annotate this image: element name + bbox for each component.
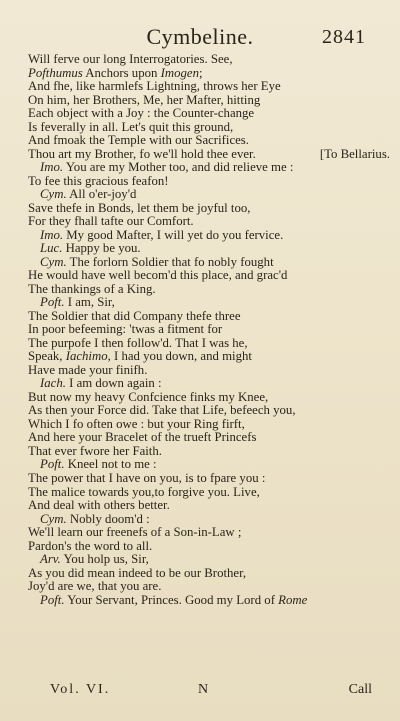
speaker-name: Poft. (40, 295, 65, 310)
line-text: As you did mean indeed to be our Brother, (28, 565, 247, 580)
italic-name: Rome (278, 592, 308, 607)
line-text: Your Servant, Princes. Good my Lord of (64, 592, 279, 607)
speaker-name: Luc. (40, 241, 63, 256)
text-line (28, 472, 380, 486)
line-text: My good Mafter, I will yet do you fervice. (63, 227, 284, 242)
line-text: Have made your finifh. (28, 362, 148, 377)
speaker-name: Arv. (40, 552, 61, 567)
text-line (28, 175, 380, 189)
text-line (28, 310, 380, 324)
text-line (28, 202, 380, 216)
text-line (28, 580, 380, 594)
line-text: , I had you down, and might (107, 349, 252, 364)
running-title: Cymbeline. (146, 24, 254, 49)
line-text: Joy'd are we, that you are. (28, 579, 162, 594)
line-text: The malice towards you,to forgive you. Live, (28, 484, 260, 499)
line-text: You holp us, Sir, (60, 552, 149, 567)
catchword: Call (348, 682, 372, 697)
line-text: Pardon's the word to all. (28, 538, 153, 553)
line-text: You are my Mother too, and did relieve me : (63, 160, 294, 175)
speaker-name: Cym. (40, 187, 67, 202)
text-line (28, 553, 380, 567)
line-text: Which I fo often owe : but your Ring firft, (28, 416, 245, 431)
line-text: All o'er-joy'd (66, 187, 137, 202)
line-text: He would have well becom'd this place, and grac'd (28, 268, 288, 283)
text-line (28, 256, 380, 270)
text-line (28, 67, 380, 81)
text-line (28, 458, 380, 472)
speaker-name: Poft. (40, 592, 65, 607)
speaker-name: Pofthumus (28, 65, 83, 80)
text-line (28, 486, 380, 500)
text-line (28, 404, 380, 418)
line-text: I am down again : (65, 376, 162, 391)
line-text: For they fhall tafte our Comfort. (28, 214, 194, 229)
line-text: And fhe, like harmlefs Lightning, throws her Eye (28, 79, 281, 94)
text-line (28, 526, 380, 540)
text-line (28, 215, 380, 229)
page-footer (0, 682, 400, 702)
text-line (28, 540, 380, 554)
line-text: The thankings of a King. (28, 281, 156, 296)
text-line (28, 242, 380, 256)
signature-mark: N (198, 682, 209, 697)
line-text: The forlorn Soldier that fo nobly fought (66, 254, 274, 269)
text-line (28, 94, 380, 108)
line-text: ; (198, 65, 203, 80)
line-text: The purpofe I then follow'd. That I was he, (28, 335, 248, 350)
text-line (28, 80, 380, 94)
line-text: Save thefe in Bonds, let them be joyful too, (28, 200, 251, 215)
line-text: In poor befeeming: 'twas a fitment for (28, 322, 223, 337)
text-line (28, 188, 380, 202)
speaker-name: Iach. (40, 376, 66, 391)
text-line (28, 499, 380, 513)
text-line (28, 146, 390, 162)
page-number: 2841 (322, 26, 366, 48)
line-text: Happy be you. (62, 241, 141, 256)
text-line (28, 107, 380, 121)
line-text: Will ferve our long Interrogatories. See, (28, 52, 233, 66)
line-text: On him, her Brothers, Me, her Mafter, hitting (28, 92, 261, 107)
page-header (0, 22, 400, 52)
speaker-name: Poft. (40, 457, 65, 472)
text-line (28, 350, 380, 364)
italic-name: Imogen (160, 65, 199, 80)
stage-direction: [To Bellarius. (319, 146, 390, 161)
text-line (28, 431, 380, 445)
line-text: Kneel not to me : (64, 457, 157, 472)
text-line (28, 567, 380, 581)
italic-name: Iachimo (65, 349, 108, 364)
line-text: Speak, (28, 349, 66, 364)
line-text: The power that I have on you, is to fpare you : (28, 470, 266, 485)
text-line (28, 513, 380, 527)
line-text: Anchors upon (82, 65, 161, 80)
text-line (28, 594, 380, 608)
text-line (28, 445, 380, 459)
text-line (28, 53, 380, 67)
speaker-name: Cym. (40, 511, 67, 526)
line-text: The Soldier that did Company thefe three (28, 308, 241, 323)
text-line (28, 364, 380, 378)
line-text: Is feverally in all. Let's quit this ground, (28, 119, 234, 134)
text-line (28, 296, 380, 310)
line-text: That ever fwore her Faith. (28, 443, 162, 458)
line-text: Nobly doom'd : (66, 511, 150, 526)
line-text: Each object with a Joy : the Counter-change (28, 106, 255, 121)
volume-label: Vol. VI. (50, 682, 111, 697)
line-text: We'll learn our freenefs of a Son-in-Law ; (28, 525, 242, 540)
text-line (28, 323, 380, 337)
line-text: Thou art my Brother, fo we'll hold thee ever. (28, 146, 256, 161)
text-line (28, 377, 380, 391)
speaker-name: Imo. (40, 160, 64, 175)
line-text: And deal with others better. (28, 498, 170, 513)
line-text: But now my heavy Confcience finks my Knee, (28, 389, 269, 404)
text-line (28, 337, 380, 351)
text-line (28, 229, 380, 243)
play-text (28, 52, 390, 607)
text-line (28, 283, 380, 297)
line-text: To fee this gracious feafon! (28, 173, 169, 188)
text-line (28, 391, 380, 405)
line-text: I am, Sir, (64, 295, 115, 310)
text-line (28, 161, 380, 175)
text-line (28, 121, 380, 135)
text-line (28, 418, 380, 432)
speaker-name: Cym. (40, 254, 67, 269)
line-text: And fmoak the Temple with our Sacrifices. (28, 133, 249, 148)
text-line (28, 269, 380, 283)
line-text: As then your Force did. Take that Life, befeech you, (28, 403, 296, 418)
text-line (28, 134, 380, 148)
speaker-name: Imo. (40, 227, 64, 242)
line-text: And here your Bracelet of the trueft Princefs (28, 430, 257, 445)
